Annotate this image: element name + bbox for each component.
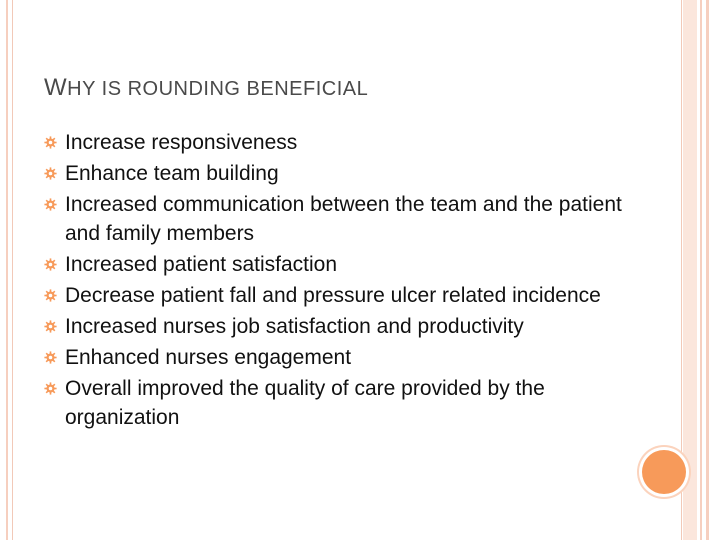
bullet-text: Increased communication between the team and the patient and family members [65,193,622,245]
title-text: HY IS ROUNDING BENEFICIAL [67,78,369,100]
bullet-item [44,374,634,432]
right-border-band [683,0,697,540]
bullet-item [44,128,634,157]
bullet-item [44,312,634,341]
bullet-text: Increased nurses job satisfaction and productivity [65,315,524,338]
bullet-item [44,159,634,188]
bullet-item [44,343,634,372]
gear-bullet-icon [44,320,57,333]
gear-bullet-icon [44,382,57,395]
gear-bullet-icon [44,167,57,180]
bullet-text: Decrease patient fall and pressure ulcer related incidence [65,284,601,307]
gear-bullet-icon [44,289,57,302]
bullet-text: Enhanced nurses engagement [65,346,352,369]
right-border-line-outer [706,0,709,540]
bullet-text: Enhance team building [65,162,279,185]
gear-bullet-icon [44,258,57,271]
bullet-item [44,190,634,248]
bullet-text: Overall improved the quality of care provided by the organization [65,377,545,429]
bullet-item [44,250,634,279]
title-initial: W [44,74,68,101]
accent-circle [642,450,686,494]
slide-title [44,74,644,102]
gear-bullet-icon [44,351,57,364]
bullet-list [44,128,634,434]
bullet-text: Increased patient satisfaction [65,253,337,276]
gear-bullet-icon [44,136,57,149]
bullet-item [44,281,634,310]
bullet-text: Increase responsiveness [65,131,298,154]
gear-bullet-icon [44,198,57,211]
right-border-line [700,0,702,540]
left-border-line [6,0,8,540]
